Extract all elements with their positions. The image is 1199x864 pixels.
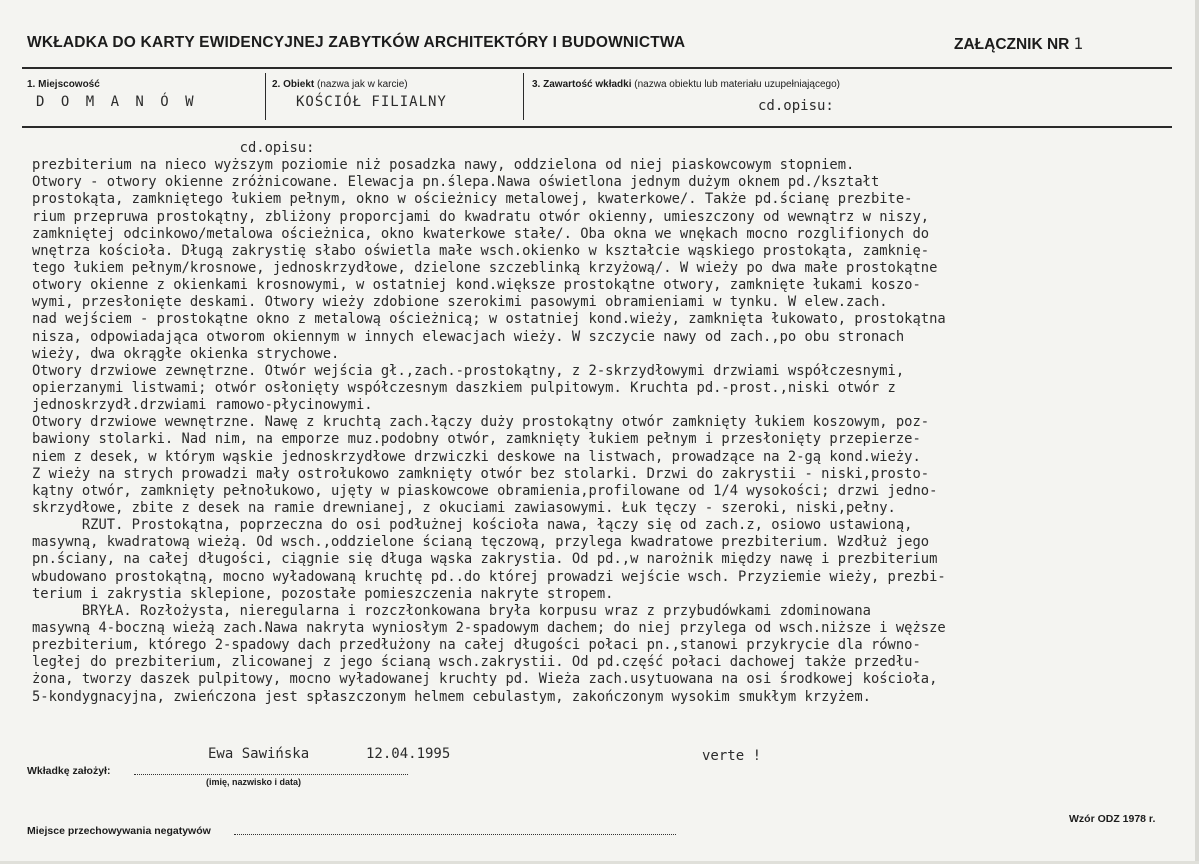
locality-value: D O M A N Ó W	[36, 94, 198, 110]
object-label	[272, 79, 408, 90]
description-line: 5-kondygnacyjna, zwieńczona jest spłaszczonym helmem cebulastym, zakończonym wysokim smukłym krzyżem.	[32, 688, 871, 705]
description-line: Otwory drzwiowe wewnętrzne. Nawę z kruchtą zach.łączy duży prostokątny otwór zamknięty łukiem koszowym, poz-	[32, 414, 930, 431]
header-rule-top	[22, 67, 1172, 69]
verte-note: verte !	[702, 748, 762, 764]
header-rule-bottom	[22, 126, 1172, 128]
field-divider-1	[265, 73, 266, 120]
description-line: Otwory drzwiowe zewnętrzne. Otwór wejścia gł.,zach.-prostokątny, z 2-skrzydłowymi drzwiami współczesnymi,	[32, 362, 905, 379]
content-value: cd.opisu:	[758, 98, 834, 114]
description-line: nisza, odpowiadająca otworom okiennym w innych elewacjach wieży. W szczycie nawy od zach.,po obu stronach	[32, 328, 905, 345]
description-line: prostokąta, zamkniętego łukiem pełnym, okno w ościeżnicy metalowej, kwaterkowe/. Także pd.ścianę prezbite-	[32, 191, 913, 208]
description-line: pn.ściany, na całej długości, ciągnie się długa wąska zakrystia. Od pd.,w narożnik między nawę i prezbiterium	[32, 551, 938, 568]
description-line: terium i zakrystia sklepione, pozostałe pomieszczenia nakryte stropem.	[32, 585, 614, 602]
scan-edge-right	[1195, 0, 1199, 864]
description-line: BRYŁA. Rozłożysta, nieregularna i rozczłonkowana bryła korpusu wraz z przybudówkami zdominowana	[32, 602, 871, 619]
description-line: Otwory - otwory okienne zróżnicowane. Elewacja pn.ślepa.Nawa oświetlona jednym dużym oknem pd./kształt	[32, 174, 880, 191]
description-line: jednoskrzydł.drzwiami ramowo-płycinowymi.	[32, 397, 373, 414]
description-line: wieży, dwa okrągłe okienka strychowe.	[32, 345, 340, 362]
description-body	[32, 140, 1192, 706]
author-sublabel: (imię, nazwisko i data)	[206, 777, 302, 787]
field-divider-2	[523, 73, 524, 120]
form-title: WKŁADKA DO KARTY EWIDENCYJNEJ ZABYTKÓW ARCHITEKTÓRY I BUDOWNICTWA	[27, 34, 686, 51]
negatives-dotted-line	[234, 834, 676, 835]
content-label-main: 3. Zawartość wkładki	[532, 79, 632, 90]
description-line: bawiony stolarki. Nad nim, na emporze muz.podobny otwór, zamknięty łukiem pełnym i przesłonięty przepierze-	[32, 431, 921, 448]
description-line: RZUT. Prostokątna, poprzeczna do osi podłużnej kościoła nawa, łączy się od zach.z, osiowo ustawioną,	[32, 517, 913, 534]
description-line: tego łukiem pełnym/krosnowe, jednoskrzydłowe, dzielone szczeblinką krzyżową/. W wieży po dwa małe prostokątne	[32, 259, 938, 276]
description-line: prezbiterium, którego 2-spadowy dach przedłużony na całej długości połaci pn.,stanowi przykrycie dla równo-	[32, 637, 921, 654]
object-label-main: 2. Obiekt	[272, 79, 315, 90]
annex-number: 1	[1073, 34, 1084, 53]
content-label-note: (nazwa obiektu lub materiału uzupełniającego)	[634, 79, 840, 90]
description-line: niem z desek, w którym wąskie jednoskrzydłowe drzwiczki deskowe na listwach, prowadzące na 2-gą kond.wieży.	[32, 448, 921, 465]
content-label	[532, 79, 840, 90]
description-line: żona, tworzy daszek pulpitowy, mocno wyładowanej kruchty pd. Wieża zach.usytuowana na osi środkowej kościoła,	[32, 671, 938, 688]
locality-label: 1. Miejscowość	[27, 79, 100, 90]
author-date: 12.04.1995	[366, 746, 451, 762]
description-line: wbudowano prostokątną, mocno wyładowaną kruchtę pd..do której prowadzi wejście wsch. Przyziemie wieży, prezbi-	[32, 568, 946, 585]
description-line: ległej do prezbiterium, zlicowanej z jego ścianą wsch.zakrystii. Od pd.część połaci dachowej także przedłu-	[32, 654, 921, 671]
object-value: KOŚCIÓŁ FILIALNY	[296, 94, 447, 110]
object-label-note: (nazwa jak w karcie)	[317, 79, 408, 90]
description-line: rium przepruwa prostokątny, zbliżony proporcjami do kwadratu otwór okienny, umieszczony od wewnątrz w niszy,	[32, 208, 930, 225]
author-name: Ewa Sawińska	[208, 746, 310, 762]
description-line: zamkniętej odcinkowo/metalowa ościeżnica, okno kwaterkowe stałe/. Oba okna we wnękach mocno rozglifionych do	[32, 225, 930, 242]
description-line: wnętrza kościoła. Długą zakrystię słabo oświetla małe wsch.okienko w kształcie wąskiego prostokąta, zamknię-	[32, 242, 930, 259]
description-line: prezbiterium na nieco wyższym poziomie niż posadzka nawy, oddzielona od niej piaskowcowym stopniem.	[32, 157, 855, 174]
annex-heading	[954, 34, 1083, 54]
description-line: opierzanymi listwami; otwór osłonięty współczesnym daszkiem pulpitowym. Kruchta pd.-prost.,niski otwór z	[32, 379, 896, 396]
description-line: cd.opisu:	[32, 140, 315, 156]
author-dotted-line	[134, 774, 408, 775]
description-line: otwory okienne z okienkami krosnowymi, w ostatniej kond.większe prostokątne otwory, zamknięte łukami koszo-	[32, 277, 921, 294]
annex-label: ZAŁĄCZNIK NR	[954, 36, 1070, 53]
insert-author-label: Wkładkę założył:	[27, 765, 111, 777]
description-line: nad wejściem - prostokątne okno z metalową ościeżnicą; w ostatniej kond.wieży, zamknięta łukowato, prostokątna	[32, 311, 946, 328]
description-line: wymi, przesłonięte deskami. Otwory wieży zdobione szerokimi pasowymi obramieniami w tynku. W elew.zach.	[32, 294, 888, 311]
description-line: skrzydłowe, zbite z desek na ramie drewnianej, z okuciami zawiasowymi. Łuk tęczy - szeroki, niski,pełny.	[32, 499, 896, 516]
description-line: masywną 4-boczną wieżą zach.Nawa nakryta wyniosłym 2-spadowym dachem; do niej przylega od wsch.niższe i węższe	[32, 619, 946, 636]
form-code: Wzór ODZ 1978 r.	[1069, 813, 1156, 825]
description-line: Z wieży na strych prowadzi mały ostrołukowo zamknięty otwór bez stolarki. Drzwi do zakrystii - niski,prosto-	[32, 465, 930, 482]
description-line: masywną, kwadratową wieżą. Od wsch.,oddzielone ścianą tęczową, przylega kwadratowe prezbiterium. Wzdłuż jego	[32, 534, 930, 551]
description-line: kątny otwór, zamknięty pełnołukowo, ujęty w piaskowcowe obramienia,profilowane od 1/4 wysokości; drzwi jedno-	[32, 482, 938, 499]
negatives-location-label: Miejsce przechowywania negatywów	[27, 825, 211, 837]
